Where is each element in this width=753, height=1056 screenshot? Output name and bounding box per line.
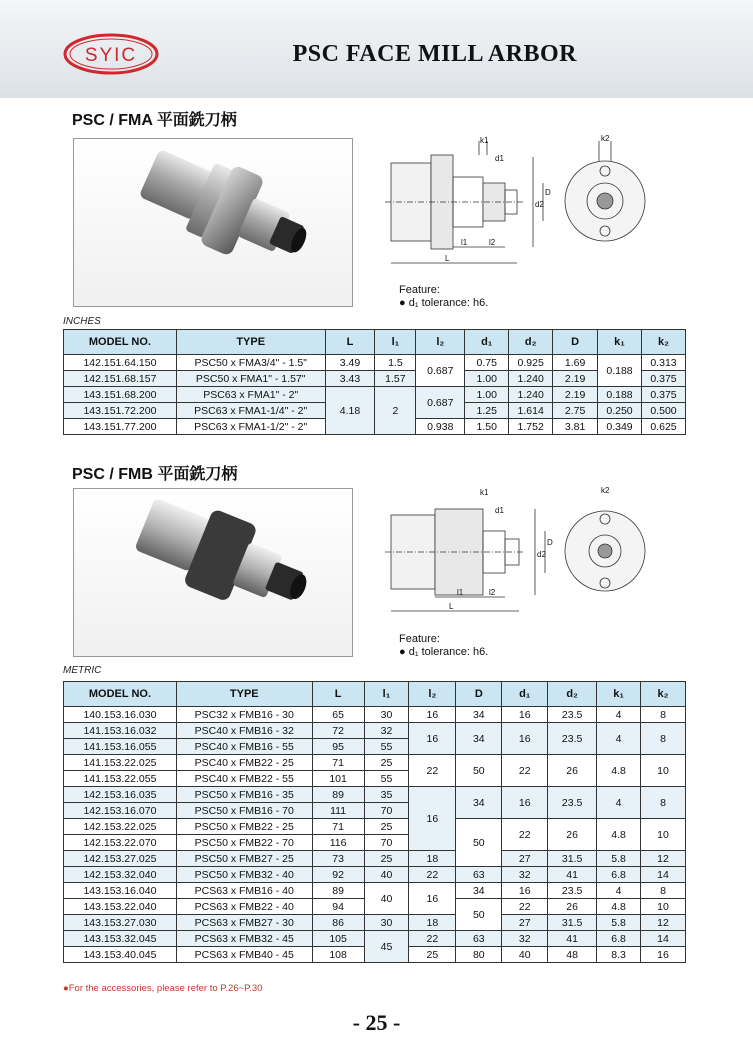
table-cell: 141.153.16.032 bbox=[64, 723, 177, 739]
table-cell: 5.8 bbox=[597, 915, 641, 931]
table-header-row bbox=[64, 330, 686, 355]
table-cell: 141.153.22.055 bbox=[64, 771, 177, 787]
table-cell: PCS63 x FMB40 - 45 bbox=[176, 947, 312, 963]
table-cell: PSC50 x FMA3/4" - 1.5" bbox=[176, 355, 325, 371]
feature-note-fmb bbox=[399, 633, 488, 659]
col-header: l₂ bbox=[409, 682, 456, 707]
table-cell: 89 bbox=[312, 883, 364, 899]
table-cell: PSC32 x FMB16 - 30 bbox=[176, 707, 312, 723]
table-cell: 31.5 bbox=[548, 851, 597, 867]
table-cell: PSC40 x FMB16 - 32 bbox=[176, 723, 312, 739]
feature-note-fma bbox=[399, 284, 488, 310]
table-cell: 1.69 bbox=[553, 355, 598, 371]
table-cell: 3.43 bbox=[325, 371, 375, 387]
col-header: d₂ bbox=[548, 682, 597, 707]
table-cell: PSC50 x FMB16 - 70 bbox=[176, 803, 312, 819]
product-photo-fma bbox=[73, 138, 353, 307]
table-cell: 8 bbox=[641, 883, 686, 899]
table-cell: 143.153.22.040 bbox=[64, 899, 177, 915]
table-cell: 1.00 bbox=[465, 371, 509, 387]
table-row bbox=[64, 723, 686, 739]
col-header: l₁ bbox=[375, 330, 416, 355]
table-cell: 4 bbox=[597, 707, 641, 723]
table-cell: 10 bbox=[641, 899, 686, 915]
table-cell: 4.18 bbox=[325, 387, 375, 435]
page-title: PSC FACE MILL ARBOR bbox=[292, 41, 577, 67]
table-cell: 116 bbox=[312, 835, 364, 851]
table-cell: 141.153.22.025 bbox=[64, 755, 177, 771]
table-cell: 2 bbox=[375, 387, 416, 435]
table-cell: 71 bbox=[312, 755, 364, 771]
table-cell: 4.8 bbox=[597, 819, 641, 851]
table-cell: 22 bbox=[409, 931, 456, 947]
table-cell: 72 bbox=[312, 723, 364, 739]
table-row bbox=[64, 915, 686, 931]
table-cell: PCS63 x FMB27 - 30 bbox=[176, 915, 312, 931]
table-cell: PSC50 x FMB22 - 70 bbox=[176, 835, 312, 851]
table-cell: 0.188 bbox=[598, 355, 642, 387]
col-header: D bbox=[456, 682, 502, 707]
table-cell: 23.5 bbox=[548, 723, 597, 755]
col-header: d₁ bbox=[465, 330, 509, 355]
table-row bbox=[64, 707, 686, 723]
table-cell: 0.375 bbox=[641, 387, 685, 403]
table-cell: 140.153.16.030 bbox=[64, 707, 177, 723]
technical-drawing-fmb bbox=[383, 485, 647, 625]
table-header-row bbox=[64, 682, 686, 707]
table-cell: 108 bbox=[312, 947, 364, 963]
table-cell: PSC63 x FMA1-1/2" - 2" bbox=[176, 419, 325, 435]
col-header: TYPE bbox=[176, 682, 312, 707]
col-header: D bbox=[553, 330, 598, 355]
table-cell: 8 bbox=[641, 723, 686, 755]
dim-label-l2: l2 bbox=[489, 238, 496, 247]
table-cell: 32 bbox=[502, 931, 548, 947]
table-cell: 65 bbox=[312, 707, 364, 723]
table-cell: 0.625 bbox=[641, 419, 685, 435]
page-header bbox=[0, 0, 753, 98]
table-cell: 63 bbox=[456, 931, 502, 947]
table-cell: 34 bbox=[456, 787, 502, 819]
table-cell: 18 bbox=[409, 851, 456, 867]
table-cell: 0.687 bbox=[416, 387, 465, 419]
table-cell: 50 bbox=[456, 899, 502, 931]
table-cell: 18 bbox=[409, 915, 456, 931]
table-cell: 27 bbox=[502, 851, 548, 867]
units-label-metric: METRIC bbox=[63, 665, 102, 676]
table-cell: 34 bbox=[456, 883, 502, 899]
dim-label-l2: l2 bbox=[489, 588, 496, 597]
table-cell: 40 bbox=[502, 947, 548, 963]
table-cell: 4.8 bbox=[597, 899, 641, 915]
technical-drawing-fma bbox=[383, 135, 647, 275]
table-cell: 26 bbox=[548, 899, 597, 915]
table-cell: 73 bbox=[312, 851, 364, 867]
dim-label-k1: k1 bbox=[480, 136, 489, 145]
table-cell: 142.151.68.157 bbox=[64, 371, 177, 387]
table-cell: 5.8 bbox=[597, 851, 641, 867]
table-cell: 26 bbox=[548, 755, 597, 787]
table-cell: 6.8 bbox=[597, 931, 641, 947]
col-header: l₁ bbox=[364, 682, 409, 707]
dim-label-d2: d2 bbox=[537, 550, 546, 559]
table-cell: 71 bbox=[312, 819, 364, 835]
table-cell: PCS63 x FMB16 - 40 bbox=[176, 883, 312, 899]
logo-text: SYIC bbox=[84, 45, 138, 66]
table-row bbox=[64, 883, 686, 899]
table-cell: 0.349 bbox=[598, 419, 642, 435]
table-cell: 0.188 bbox=[598, 387, 642, 403]
table-cell: 25 bbox=[364, 755, 409, 771]
table-cell: 30 bbox=[364, 915, 409, 931]
table-cell: 23.5 bbox=[548, 787, 597, 819]
table-cell: PSC40 x FMB22 - 55 bbox=[176, 771, 312, 787]
table-cell: 86 bbox=[312, 915, 364, 931]
table-cell: 4 bbox=[597, 787, 641, 819]
feature-label: Feature: bbox=[399, 633, 440, 645]
section-title-fma: PSC / FMA 平面銑刀柄 bbox=[72, 112, 237, 129]
table-cell: 1.240 bbox=[509, 371, 553, 387]
table-cell: 105 bbox=[312, 931, 364, 947]
col-header: TYPE bbox=[176, 330, 325, 355]
table-cell: 22 bbox=[502, 755, 548, 787]
table-cell: 16 bbox=[409, 787, 456, 851]
table-cell: 23.5 bbox=[548, 707, 597, 723]
table-cell: 1.00 bbox=[465, 387, 509, 403]
table-cell: 143.153.16.040 bbox=[64, 883, 177, 899]
arbor-fma-illustration bbox=[74, 139, 352, 306]
table-cell: 8 bbox=[641, 707, 686, 723]
table-cell: 94 bbox=[312, 899, 364, 915]
table-cell: 31.5 bbox=[548, 915, 597, 931]
table-cell: 2.19 bbox=[553, 387, 598, 403]
table-cell: 16 bbox=[502, 723, 548, 755]
syic-logo bbox=[63, 33, 159, 75]
table-cell: 70 bbox=[364, 835, 409, 851]
table-cell: 1.240 bbox=[509, 387, 553, 403]
arbor-fmb-illustration bbox=[74, 489, 352, 656]
table-cell: 0.500 bbox=[641, 403, 685, 419]
table-cell: 22 bbox=[409, 755, 456, 787]
table-cell: 4 bbox=[597, 883, 641, 899]
table-cell: 35 bbox=[364, 787, 409, 803]
dim-label-k1: k1 bbox=[480, 488, 489, 497]
table-cell: 16 bbox=[409, 707, 456, 723]
table-cell: 111 bbox=[312, 803, 364, 819]
product-photo-fmb bbox=[73, 488, 353, 657]
col-header: k₁ bbox=[598, 330, 642, 355]
table-cell: 22 bbox=[409, 867, 456, 883]
table-cell: 0.375 bbox=[641, 371, 685, 387]
table-cell: 4 bbox=[597, 723, 641, 755]
table-cell: 14 bbox=[641, 931, 686, 947]
page-number: - 25 - bbox=[352, 1010, 401, 1035]
table-cell: 63 bbox=[456, 867, 502, 883]
table-row bbox=[64, 755, 686, 771]
table-cell: 16 bbox=[502, 707, 548, 723]
table-cell: PSC50 x FMA1" - 1.57" bbox=[176, 371, 325, 387]
table-cell: 0.687 bbox=[416, 355, 465, 387]
table-cell: 26 bbox=[548, 819, 597, 851]
section-title-fmb: PSC / FMB 平面銑刀柄 bbox=[72, 466, 238, 483]
col-header: d₂ bbox=[509, 330, 553, 355]
table-cell: PSC63 x FMA1-1/4" - 2" bbox=[176, 403, 325, 419]
table-cell: PSC63 x FMA1" - 2" bbox=[176, 387, 325, 403]
table-cell: 50 bbox=[456, 819, 502, 867]
table-cell: PSC40 x FMB22 - 25 bbox=[176, 755, 312, 771]
table-cell: 32 bbox=[364, 723, 409, 739]
table-cell: 25 bbox=[364, 819, 409, 835]
table-cell: 2.19 bbox=[553, 371, 598, 387]
table-cell: 143.151.77.200 bbox=[64, 419, 177, 435]
table-cell: 16 bbox=[409, 883, 456, 915]
table-cell: 34 bbox=[456, 723, 502, 755]
table-cell: 41 bbox=[548, 931, 597, 947]
table-cell: 142.153.22.070 bbox=[64, 835, 177, 851]
table-cell: 0.938 bbox=[416, 419, 465, 435]
spec-table-fma bbox=[63, 329, 686, 435]
table-cell: PSC40 x FMB16 - 55 bbox=[176, 739, 312, 755]
dim-label-l1: l1 bbox=[457, 588, 464, 597]
table-row bbox=[64, 931, 686, 947]
spec-table-fmb bbox=[63, 681, 686, 963]
table-cell: 40 bbox=[364, 867, 409, 883]
table-cell: 142.153.32.040 bbox=[64, 867, 177, 883]
table-cell: PSC50 x FMB22 - 25 bbox=[176, 819, 312, 835]
table-cell: 143.151.72.200 bbox=[64, 403, 177, 419]
table-cell: 10 bbox=[641, 819, 686, 851]
table-cell: 2.75 bbox=[553, 403, 598, 419]
table-cell: 40 bbox=[364, 883, 409, 915]
table-cell: 143.153.32.045 bbox=[64, 931, 177, 947]
table-cell: 1.614 bbox=[509, 403, 553, 419]
table-cell: 12 bbox=[641, 915, 686, 931]
table-cell: 10 bbox=[641, 755, 686, 787]
table-row bbox=[64, 787, 686, 803]
dim-label-k2: k2 bbox=[601, 486, 610, 495]
table-row bbox=[64, 867, 686, 883]
table-cell: 1.5 bbox=[375, 355, 416, 371]
table-cell: PSC50 x FMB16 - 35 bbox=[176, 787, 312, 803]
table-row bbox=[64, 851, 686, 867]
col-header: MODEL NO. bbox=[64, 682, 177, 707]
table-cell: PSC50 x FMB32 - 40 bbox=[176, 867, 312, 883]
table-row bbox=[64, 371, 686, 387]
table-cell: PCS63 x FMB32 - 45 bbox=[176, 931, 312, 947]
feature-label: Feature: bbox=[399, 284, 440, 296]
table-cell: 142.153.27.025 bbox=[64, 851, 177, 867]
dim-label-L: L bbox=[449, 602, 454, 611]
dim-label-k2: k2 bbox=[601, 135, 610, 143]
table-cell: 1.25 bbox=[465, 403, 509, 419]
col-header: k₂ bbox=[641, 330, 685, 355]
table-cell: 3.49 bbox=[325, 355, 375, 371]
table-cell: 0.313 bbox=[641, 355, 685, 371]
table-cell: 8.3 bbox=[597, 947, 641, 963]
table-cell: 22 bbox=[502, 819, 548, 851]
table-cell: 101 bbox=[312, 771, 364, 787]
table-cell: 12 bbox=[641, 851, 686, 867]
col-header: k₁ bbox=[597, 682, 641, 707]
table-row bbox=[64, 387, 686, 403]
table-cell: 16 bbox=[502, 787, 548, 819]
table-cell: PCS63 x FMB22 - 40 bbox=[176, 899, 312, 915]
table-cell: 142.153.22.025 bbox=[64, 819, 177, 835]
table-cell: 27 bbox=[502, 915, 548, 931]
table-cell: 48 bbox=[548, 947, 597, 963]
dim-label-L: L bbox=[445, 254, 450, 263]
table-cell: 0.925 bbox=[509, 355, 553, 371]
table-cell: 143.153.27.030 bbox=[64, 915, 177, 931]
table-cell: 95 bbox=[312, 739, 364, 755]
table-cell: 92 bbox=[312, 867, 364, 883]
col-header: k₂ bbox=[641, 682, 686, 707]
table-cell: 142.153.16.070 bbox=[64, 803, 177, 819]
table-cell: 23.5 bbox=[548, 883, 597, 899]
table-cell: 143.153.40.045 bbox=[64, 947, 177, 963]
table-cell: 16 bbox=[641, 947, 686, 963]
units-label-inches: INCHES bbox=[63, 316, 101, 327]
accessories-note: ●For the accessories, please refer to P.26~P.30 bbox=[63, 983, 263, 994]
table-cell: 41 bbox=[548, 867, 597, 883]
dim-label-D: D bbox=[547, 538, 553, 547]
table-cell: 25 bbox=[364, 851, 409, 867]
table-cell: 8 bbox=[641, 787, 686, 819]
table-cell: 1.50 bbox=[465, 419, 509, 435]
table-cell: 142.153.16.035 bbox=[64, 787, 177, 803]
table-cell: 25 bbox=[409, 947, 456, 963]
table-cell: 55 bbox=[364, 771, 409, 787]
table-cell: 4.8 bbox=[597, 755, 641, 787]
dim-label-l1: l1 bbox=[461, 238, 468, 247]
col-header: l₂ bbox=[416, 330, 465, 355]
col-header: MODEL NO. bbox=[64, 330, 177, 355]
table-cell: 45 bbox=[364, 931, 409, 963]
table-cell: 0.75 bbox=[465, 355, 509, 371]
table-row bbox=[64, 819, 686, 835]
table-cell: 1.752 bbox=[509, 419, 553, 435]
table-cell: 34 bbox=[456, 707, 502, 723]
table-cell: 141.153.16.055 bbox=[64, 739, 177, 755]
table-cell: 3.81 bbox=[553, 419, 598, 435]
col-header: L bbox=[312, 682, 364, 707]
dim-label-d1: d1 bbox=[495, 506, 504, 515]
col-header: L bbox=[325, 330, 375, 355]
table-cell: 14 bbox=[641, 867, 686, 883]
dim-label-D: D bbox=[545, 188, 551, 197]
col-header: d₁ bbox=[502, 682, 548, 707]
table-row bbox=[64, 355, 686, 371]
table-cell: 1.57 bbox=[375, 371, 416, 387]
table-cell: 89 bbox=[312, 787, 364, 803]
feature-item: ● d₁ tolerance: h6. bbox=[399, 646, 489, 658]
table-cell: 80 bbox=[456, 947, 502, 963]
dim-label-d2: d2 bbox=[535, 200, 544, 209]
dim-label-d1: d1 bbox=[495, 154, 504, 163]
table-cell: 143.151.68.200 bbox=[64, 387, 177, 403]
table-cell: 0.250 bbox=[598, 403, 642, 419]
table-cell: 70 bbox=[364, 803, 409, 819]
table-cell: 50 bbox=[456, 755, 502, 787]
feature-item: ● d₁ tolerance: h6. bbox=[399, 297, 489, 309]
table-cell: 55 bbox=[364, 739, 409, 755]
table-cell: 142.151.64.150 bbox=[64, 355, 177, 371]
table-cell: PSC50 x FMB27 - 25 bbox=[176, 851, 312, 867]
table-cell: 6.8 bbox=[597, 867, 641, 883]
table-cell: 32 bbox=[502, 867, 548, 883]
table-cell: 16 bbox=[502, 883, 548, 899]
table-cell: 22 bbox=[502, 899, 548, 915]
table-cell: 30 bbox=[364, 707, 409, 723]
table-cell: 16 bbox=[409, 723, 456, 755]
